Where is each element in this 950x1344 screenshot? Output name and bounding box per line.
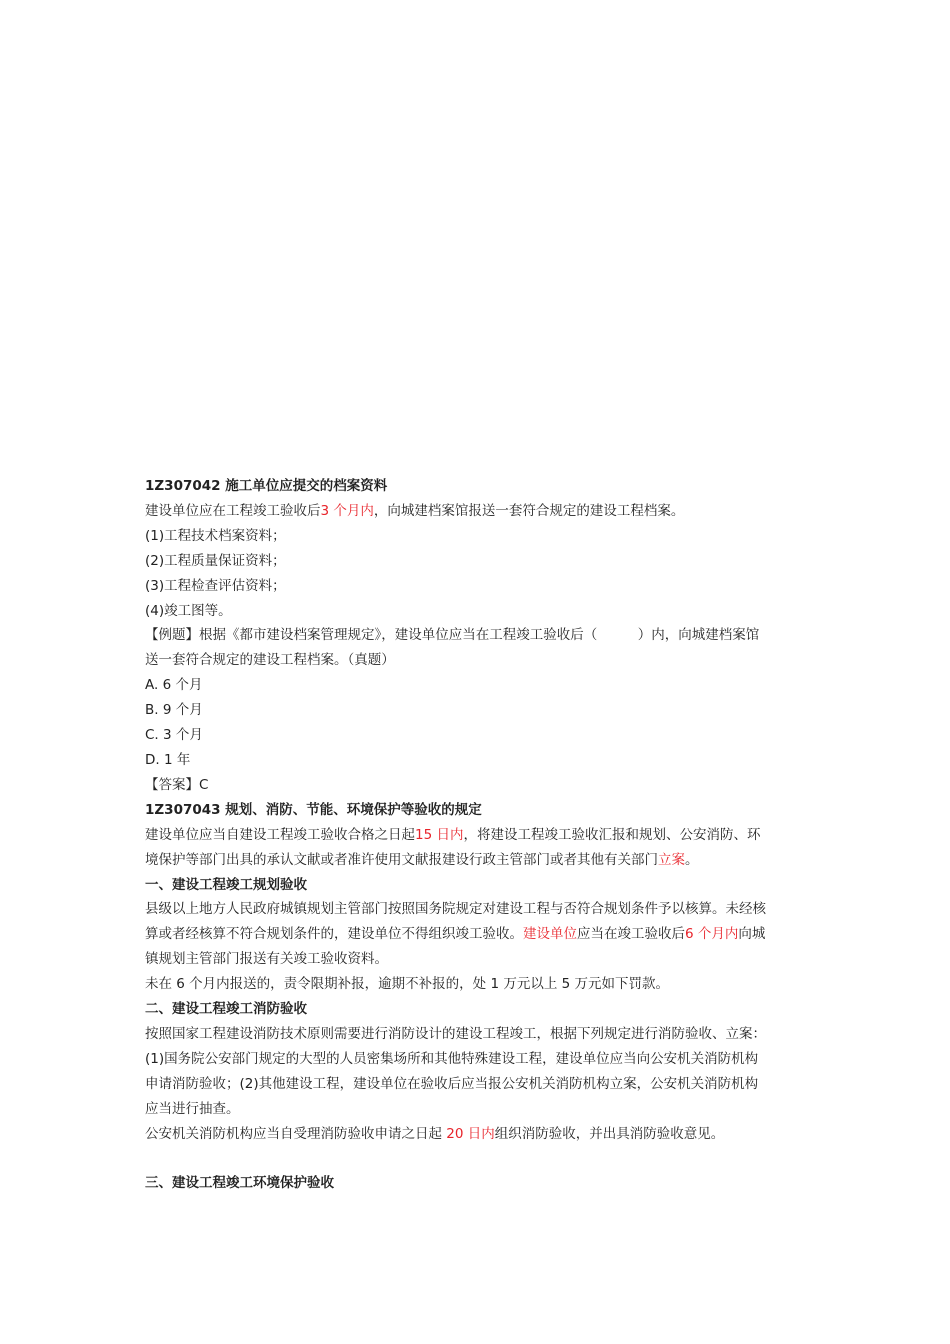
text-span: 镇规划主管部门报送有关竣工验收资料。: [145, 951, 388, 968]
text-span: 组织消防验收，并出具消防验收意见。: [494, 1125, 725, 1142]
text-span: 一、建设工程竣工规划验收: [145, 876, 307, 893]
section-heading: [145, 873, 807, 898]
text-span: 应当进行抽查。: [145, 1100, 240, 1117]
text-span: 未在 6 个月内报送的，责令限期补报，逾期不补报的，处 1 万元以上 5 万元如下罚款。: [145, 976, 670, 993]
text-span: 二、建设工程竣工消防验收: [145, 1001, 307, 1018]
text-line: [145, 499, 807, 524]
text-line: [145, 922, 807, 947]
text-line: [145, 848, 807, 873]
text-line: [145, 1022, 807, 1047]
text-line: [145, 673, 807, 698]
section-heading: [145, 1171, 807, 1196]
highlighted-text: 立案: [658, 851, 685, 868]
text-span: 算或者经核算不符合规划条件的，建设单位不得组织竣工验收。: [145, 926, 523, 943]
highlighted-text: 15 日内: [415, 826, 464, 843]
text-span: 境保护等部门出具的承认文献或者准许使用文献报建设行政主管部门或者其他有关部门: [145, 851, 658, 868]
text-span: 公安机关消防机构应当自受理消防验收申请之日起: [145, 1125, 447, 1142]
text-line: [145, 599, 807, 624]
text-line: [145, 823, 807, 848]
text-span: 1Z307042 施工单位应提交的档案资料: [145, 478, 388, 494]
text-line: [145, 723, 807, 748]
section-heading: [145, 798, 807, 823]
text-line: [145, 947, 807, 972]
text-span: 县级以上地方人民政府城镇规划主管部门按照国务院规定对建设工程与否符合规划条件予以核算。未经核: [145, 901, 766, 918]
text-span: ，向城建档案馆报送一套符合规定的建设工程档案。: [373, 502, 685, 519]
text-span: 向城: [738, 926, 766, 943]
text-span: 建设单位应在工程竣工验收后: [145, 502, 321, 519]
text-span: 建设单位应当自建设工程竣工验收合格之日起: [145, 826, 415, 843]
text-line: [145, 748, 807, 773]
text-span: 【例题】根据《都市建设档案管理规定》，建设单位应当在工程竣工验收后（ ）内，向城建档案馆: [145, 627, 760, 644]
text-line: [145, 972, 807, 997]
text-span: ，将建设工程竣工验收汇报和规划、公安消防、环: [463, 826, 761, 843]
text-span: 送一套符合规定的建设工程档案。（真题）: [145, 652, 395, 669]
text-span: (4)竣工图等。: [145, 602, 232, 619]
text-line: [145, 897, 807, 922]
text-span: 1Z307043 规划、消防、节能、环境保护等验收的规定: [145, 801, 482, 818]
text-span: 。: [685, 851, 699, 868]
text-span: 三、建设工程竣工环境保护验收: [145, 1175, 334, 1192]
highlighted-text: 建设单位: [523, 926, 577, 943]
text-line: [145, 574, 807, 599]
text-span: 应当在竣工验收后: [577, 926, 685, 943]
text-span: 按照国家工程建设消防技术原则需要进行消防设计的建设工程竣工，根据下列规定进行消防验收、立案：: [145, 1025, 766, 1042]
section-heading: [145, 474, 807, 499]
highlighted-text: 20 日内: [446, 1125, 495, 1142]
text-span: 申请消防验收；(2)其他建设工程，建设单位在验收后应当报公安机关消防机构立案，公安机关消防机构: [145, 1075, 759, 1092]
text-span: C. 3 个月: [145, 727, 203, 744]
text-line: [145, 549, 807, 574]
text-line: [145, 1122, 807, 1147]
text-line: [145, 648, 807, 673]
text-span: B. 9 个月: [145, 702, 203, 719]
text-line: [145, 623, 807, 648]
section-heading: [145, 997, 807, 1022]
document-page: [145, 474, 807, 1196]
text-span: (3)工程检查评估资料；: [145, 577, 286, 594]
text-span: (2)工程质量保证资料；: [145, 552, 286, 569]
text-span: D. 1 年: [145, 751, 191, 768]
text-line: [145, 773, 807, 798]
text-line: [145, 1072, 807, 1097]
text-span: 【答案】C: [145, 776, 209, 793]
text-line: [145, 1047, 807, 1072]
text-span: (1)工程技术档案资料；: [145, 527, 286, 544]
text-line: [145, 1097, 807, 1122]
text-span: A. 6 个月: [145, 677, 203, 694]
highlighted-text: 3 个月内: [320, 502, 374, 519]
highlighted-text: 6 个月内: [685, 926, 739, 943]
text-line: [145, 524, 807, 549]
blank-line: [145, 1146, 807, 1171]
text-line: [145, 698, 807, 723]
text-span: (1)国务院公安部门规定的大型的人员密集场所和其他特殊建设工程，建设单位应当向公安机关消防机构: [145, 1050, 759, 1067]
